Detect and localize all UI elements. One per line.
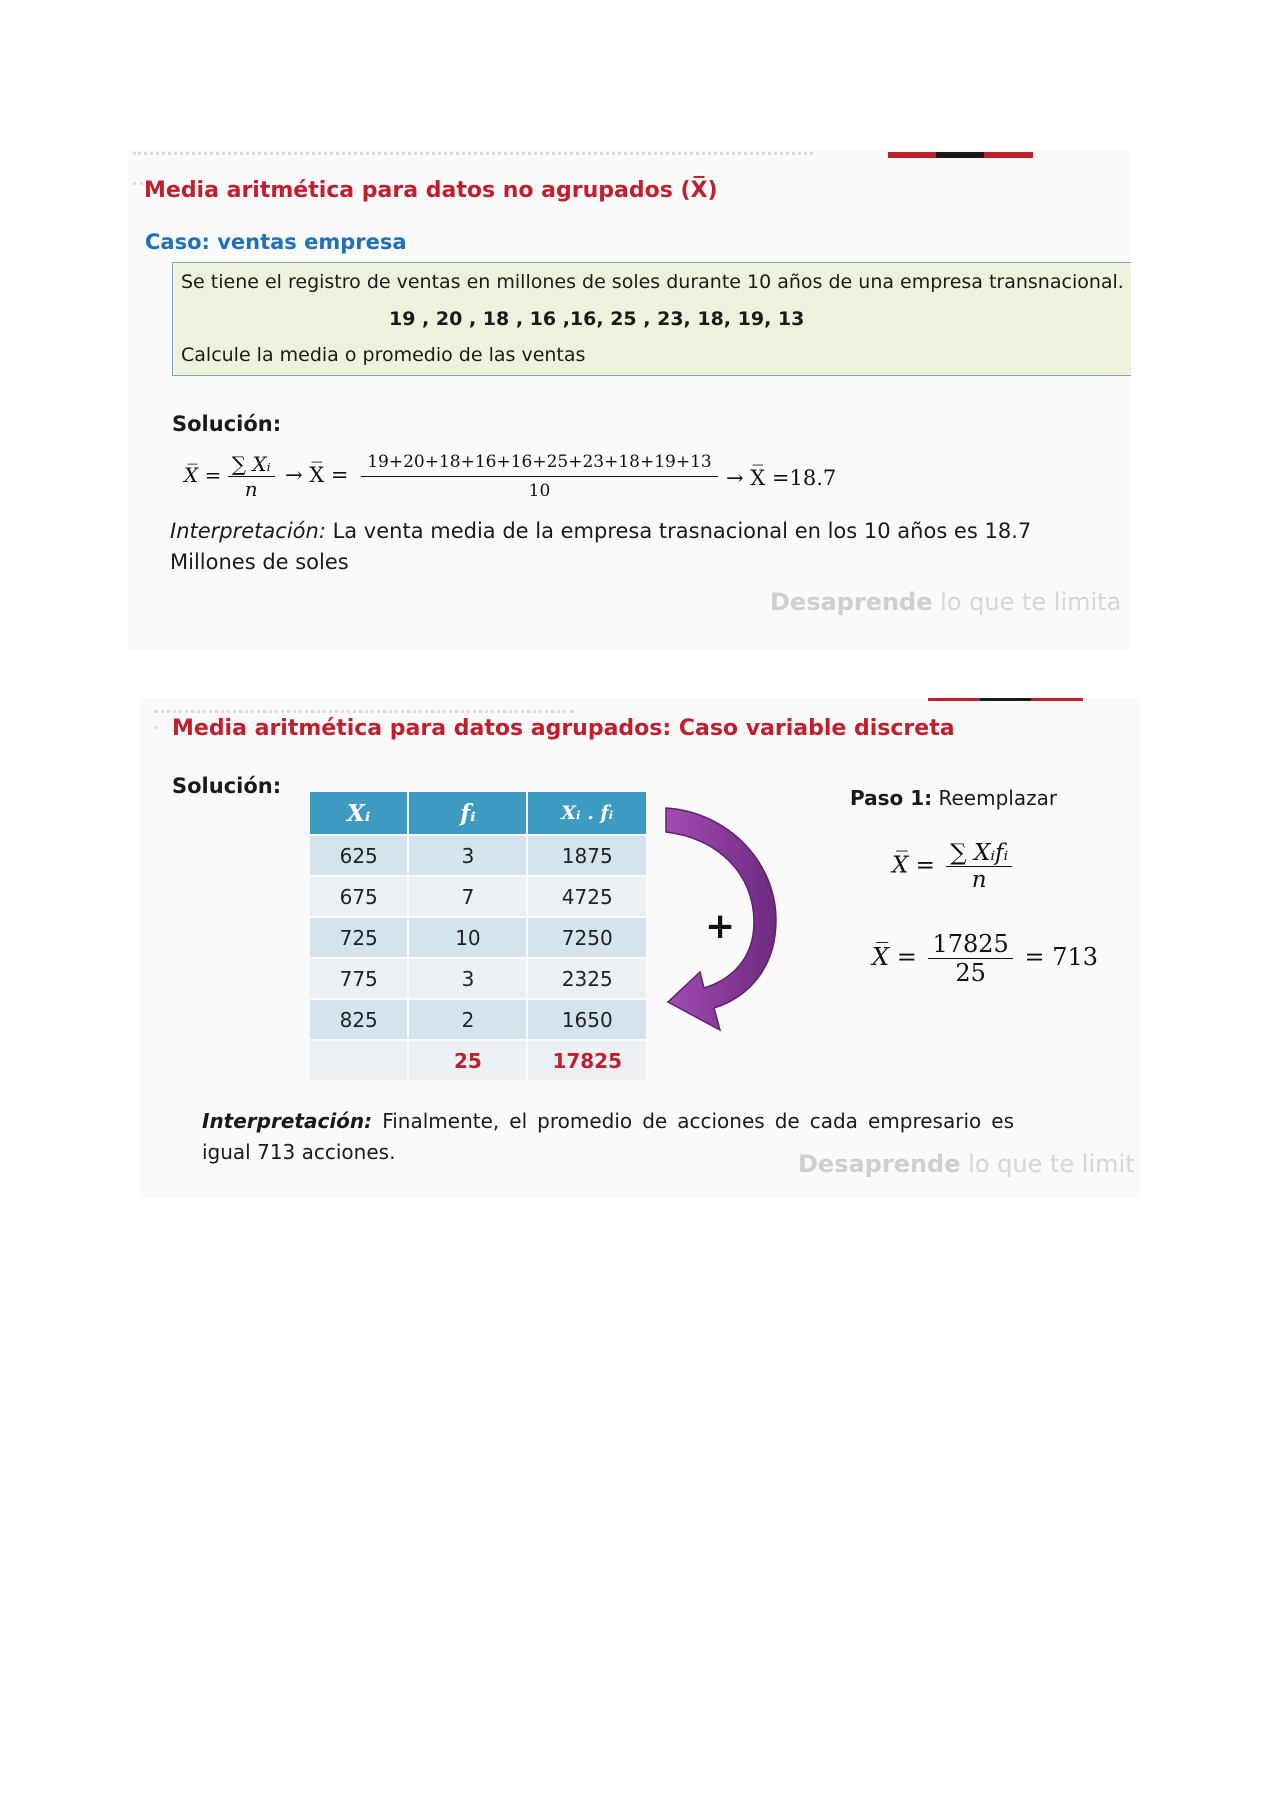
cell-xifi: 7250	[528, 918, 646, 957]
slide-title: Media aritmética para datos agrupados: Caso variable discreta	[172, 716, 955, 741]
cell-xi: 775	[310, 959, 407, 998]
step-text: Reemplazar	[938, 786, 1058, 810]
cell-fi: 2	[409, 1000, 526, 1039]
solution-label: Solución:	[172, 774, 282, 798]
slide-no-agrupados	[128, 150, 1130, 650]
cell-fi: 10	[409, 918, 526, 957]
formula-fraction	[946, 840, 1012, 893]
problem-question: Calcule la media o promedio de las ventas	[181, 344, 586, 366]
substitution	[285, 452, 718, 501]
problem-box	[172, 262, 1131, 376]
tagline-bold: Desaprende	[770, 588, 933, 616]
cell-xifi: 1650	[528, 1000, 646, 1039]
cell-fi: 3	[409, 959, 526, 998]
interpretation-text: Finalmente, el promedio de acciones de cada empresario es igual 713 acciones.	[202, 1109, 1014, 1164]
header-xi: Xᵢ	[310, 792, 407, 834]
interpretation-label: Interpretación:	[202, 1109, 373, 1133]
cell-xi: 675	[310, 877, 407, 916]
accent-bar	[888, 152, 1033, 158]
cell-xi: 825	[310, 1000, 407, 1039]
tagline-rest: lo que te limit	[960, 1150, 1135, 1178]
cell-xi: 725	[310, 918, 407, 957]
step-label	[850, 786, 1057, 810]
step-number: Paso 1:	[850, 786, 933, 810]
case-title: Caso: ventas empresa	[145, 230, 407, 254]
formula-fraction	[228, 452, 275, 501]
cell-xifi: 2325	[528, 959, 646, 998]
header-xifi: Xᵢ . fᵢ	[528, 792, 646, 834]
accent-bar	[928, 698, 1083, 701]
tagline	[770, 588, 1121, 616]
cell-fi: 3	[409, 836, 526, 875]
tagline-bold: Desaprende	[798, 1150, 961, 1178]
formula-denominator: n	[971, 867, 987, 893]
total-fi: 25	[409, 1041, 526, 1080]
grouped-mean-calc	[872, 930, 1098, 987]
grouped-mean-formula	[892, 840, 1012, 893]
slide-title: Media aritmética para datos no agrupados (X̅)	[144, 178, 718, 203]
tagline-rest: lo que te limita	[932, 588, 1122, 616]
sum-denominator: 10	[528, 481, 551, 501]
mean-formula	[184, 452, 275, 501]
tagline	[798, 1150, 1135, 1178]
mean-result: → X̅ =18.7	[726, 466, 837, 490]
cell-xifi: 4725	[528, 877, 646, 916]
header-fi: fᵢ	[409, 792, 526, 834]
totals-row	[310, 1041, 646, 1080]
calc-numerator: 17825	[928, 930, 1012, 959]
frequency-table	[308, 790, 648, 1082]
cell-xi: 625	[310, 836, 407, 875]
table-row	[310, 836, 646, 875]
table-row	[310, 1000, 646, 1039]
formula-denominator: n	[244, 477, 258, 501]
formula-numerator: ∑ Xᵢfᵢ	[946, 840, 1012, 867]
dotted-divider	[154, 726, 157, 729]
problem-data: 19 , 20 , 18 , 16 ,16, 25 , 23, 18, 19, 13	[389, 308, 805, 330]
table-row	[310, 959, 646, 998]
dotted-divider	[133, 182, 143, 185]
total-xifi: 17825	[528, 1041, 646, 1080]
calc-fraction	[928, 930, 1012, 987]
cell-fi: 7	[409, 877, 526, 916]
cell-xifi: 1875	[528, 836, 646, 875]
calc-denominator: 25	[955, 959, 986, 987]
dotted-divider	[133, 152, 813, 155]
formula-lhs: X̅ =	[184, 463, 222, 487]
dotted-divider	[154, 710, 574, 713]
interpretation-text-2: Millones de soles	[170, 550, 349, 574]
arrow-equals: → X̅ =	[285, 463, 349, 487]
formula-numerator: ∑ Xᵢ	[228, 452, 275, 477]
plus-sign: +	[705, 906, 736, 947]
total-xi	[310, 1041, 407, 1080]
interpretation-text: La venta media de la empresa trasnacional en los 10 años es 18.7	[325, 519, 1032, 543]
sum-expression: 19+20+18+16+16+25+23+18+19+13	[361, 452, 718, 477]
formula-lhs: X̅ =	[892, 852, 935, 879]
calc-lhs: X̅ =	[872, 943, 917, 971]
sum-fraction	[361, 452, 718, 501]
slide-agrupados	[140, 698, 1140, 1198]
table-header	[310, 792, 646, 834]
calc-result: = 713	[1024, 943, 1099, 971]
interpretation-label: Interpretación:	[170, 519, 326, 543]
table-row	[310, 877, 646, 916]
interpretation	[170, 516, 1070, 578]
solution-label: Solución:	[172, 412, 282, 436]
problem-statement: Se tiene el registro de ventas en millones de soles durante 10 años de una empresa transnacional.	[181, 271, 1124, 293]
table-row	[310, 918, 646, 957]
